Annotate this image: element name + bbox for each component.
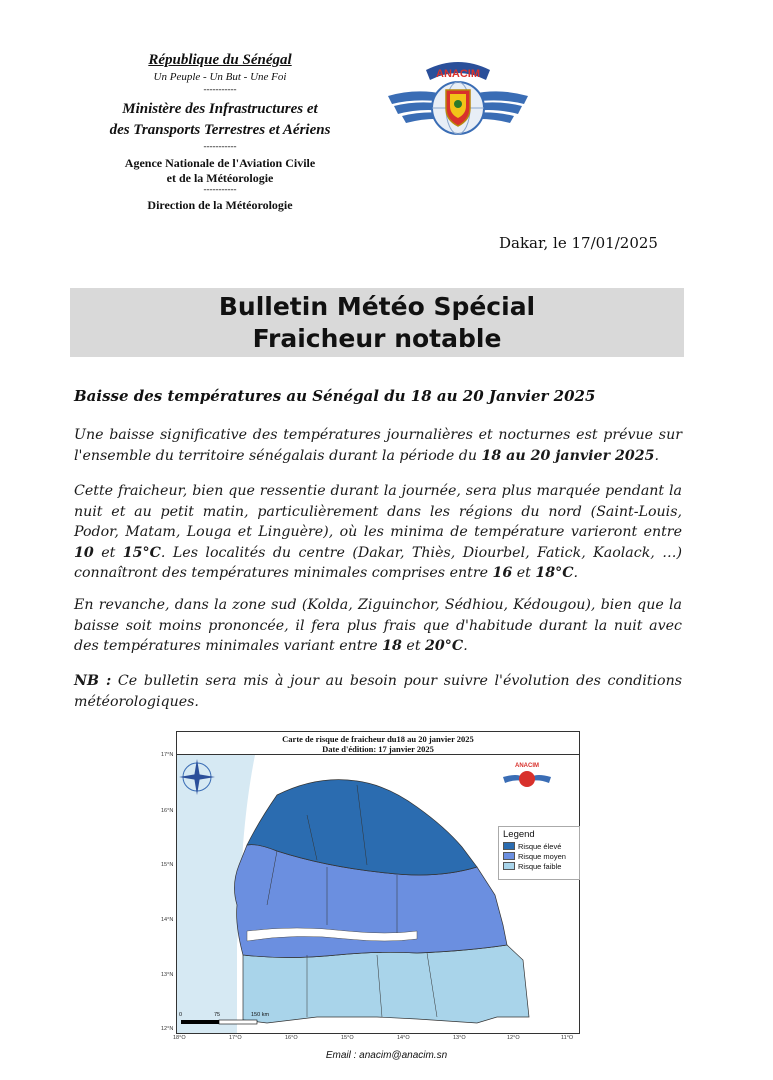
direction-name: Direction de la Météorologie bbox=[147, 198, 293, 212]
risk-map bbox=[161, 731, 580, 1041]
lon-label: 17°O bbox=[229, 1035, 242, 1041]
map-title: Carte de risque de fraicheur du18 au 20 janvier 2025 bbox=[282, 734, 474, 744]
bulletin-title-line-1: Bulletin Météo Spécial bbox=[218, 292, 536, 321]
lat-label: 15°N bbox=[161, 862, 174, 868]
agency-line-2: et de la Météorologie bbox=[166, 171, 274, 185]
lon-label: 15°O bbox=[341, 1035, 354, 1041]
legend-title: Legend bbox=[503, 829, 535, 840]
map-edition-date: Date d'édition: 17 janvier 2025 bbox=[322, 744, 434, 754]
scale-label-75: 75 bbox=[214, 1012, 221, 1018]
legend-item-low bbox=[503, 862, 579, 870]
ministry-line-1: Ministère des Infrastructures et bbox=[122, 101, 318, 117]
legend-item-high bbox=[503, 842, 579, 850]
lon-label: 13°O bbox=[453, 1035, 466, 1041]
separator: ----------- bbox=[203, 84, 237, 94]
anacim-logo bbox=[386, 56, 530, 142]
paragraph-3 bbox=[74, 595, 682, 657]
lon-label: 18°O bbox=[173, 1035, 186, 1041]
south-max-temp: 20°C bbox=[425, 638, 464, 654]
date-line: Dakar, le 17/01/2025 bbox=[499, 234, 658, 252]
map-logo-text: ANACIM bbox=[515, 763, 539, 769]
separator: ----------- bbox=[203, 184, 237, 194]
lon-label: 11°O bbox=[561, 1035, 574, 1041]
center-max-temp: 18°C bbox=[535, 565, 574, 581]
national-motto: Un Peuple - Un But - Une Foi bbox=[153, 71, 287, 83]
lon-label: 12°O bbox=[507, 1035, 520, 1041]
nb-note bbox=[74, 671, 682, 712]
lat-label: 16°N bbox=[161, 808, 174, 814]
ministry-line-2: des Transports Terrestres et Aériens bbox=[109, 122, 331, 138]
map-title-block bbox=[177, 732, 579, 755]
legend-label-medium: Risque moyen bbox=[518, 851, 566, 861]
center-min-temp: 16 bbox=[492, 565, 513, 581]
bulletin-title-line-2: Fraicheur notable bbox=[252, 324, 502, 353]
separator: ----------- bbox=[203, 141, 237, 151]
paragraph-2 bbox=[74, 481, 682, 584]
bulletin-title-box bbox=[70, 288, 684, 357]
map-legend bbox=[498, 826, 580, 880]
legend-swatch-high bbox=[503, 842, 515, 850]
paragraph-1-period: 18 au 20 janvier 2025 bbox=[481, 447, 655, 464]
north-min-temp: 10 bbox=[74, 544, 94, 561]
republic-name: République du Sénégal bbox=[148, 52, 292, 68]
paragraph-3-text: En revanche, dans la zone sud (Kolda, Ziguinchor, Sédhiou, Kédougou), bien que la baisse soit moins prononcée, il fera plus frais que d'habitude durant la nuit avec des températures minimales variant entre bbox=[74, 597, 682, 654]
paragraph-1 bbox=[74, 425, 682, 466]
legend-label-high: Risque élevé bbox=[518, 841, 562, 851]
legend-item-medium bbox=[503, 852, 579, 860]
map-canvas bbox=[177, 755, 579, 1033]
paragraph-2-text: Cette fraicheur, bien que ressentie durant la journée, sera plus marquée pendant la nuit et au petit matin, particulièrement dans les régions du nord (Saint-Louis, Podor, Matam, Louga et Linguère), où les minima de température varieront entre bbox=[74, 483, 682, 540]
paragraph-1-text: Une baisse significative des températures journalières et nocturnes est prévue sur l'ensemble du territoire sénégalais durant la période du bbox=[74, 427, 682, 464]
paragraph-2-end: . bbox=[573, 565, 579, 581]
paragraph-3-end: . bbox=[463, 638, 468, 654]
legend-swatch-low bbox=[503, 862, 515, 870]
lon-label: 14°O bbox=[397, 1035, 410, 1041]
scale-label-150: 150 km bbox=[251, 1012, 270, 1018]
bulletin-subtitle: Baisse des températures au Sénégal du 18 au 20 Janvier 2025 bbox=[74, 387, 596, 405]
agency-line-1: Agence Nationale de l'Aviation Civile bbox=[124, 156, 316, 170]
logo-text: ANACIM bbox=[436, 68, 480, 80]
legend-label-low: Risque faible bbox=[518, 861, 562, 871]
conjunction: et bbox=[512, 565, 536, 581]
north-max-temp: 15°C bbox=[122, 544, 161, 561]
nb-label: NB : bbox=[74, 673, 112, 689]
south-min-temp: 18 bbox=[382, 638, 402, 654]
lat-label: 17°N bbox=[161, 752, 174, 758]
conjunction: et bbox=[93, 544, 123, 561]
lat-label: 12°N bbox=[161, 1026, 174, 1032]
lon-label: 16°O bbox=[285, 1035, 298, 1041]
lat-label: 14°N bbox=[161, 917, 174, 923]
footer-email: Email : anacim@anacim.sn bbox=[325, 1050, 448, 1061]
scale-label-0: 0 bbox=[179, 1012, 183, 1018]
lat-label: 13°N bbox=[161, 972, 174, 978]
legend-swatch-medium bbox=[503, 852, 515, 860]
nb-text: Ce bulletin sera mis à jour au besoin pour suivre l'évolution des conditions météorologiques. bbox=[74, 673, 682, 710]
scale-bar bbox=[181, 1020, 257, 1024]
paragraph-1-end: . bbox=[654, 447, 659, 464]
conjunction: et bbox=[401, 638, 426, 654]
paragraph-2-text-b: . Les localités du centre (Dakar, Thiès, Diourbel, Fatick, Kaolack, …) connaîtront des températures minimales comprises entre bbox=[74, 544, 682, 581]
